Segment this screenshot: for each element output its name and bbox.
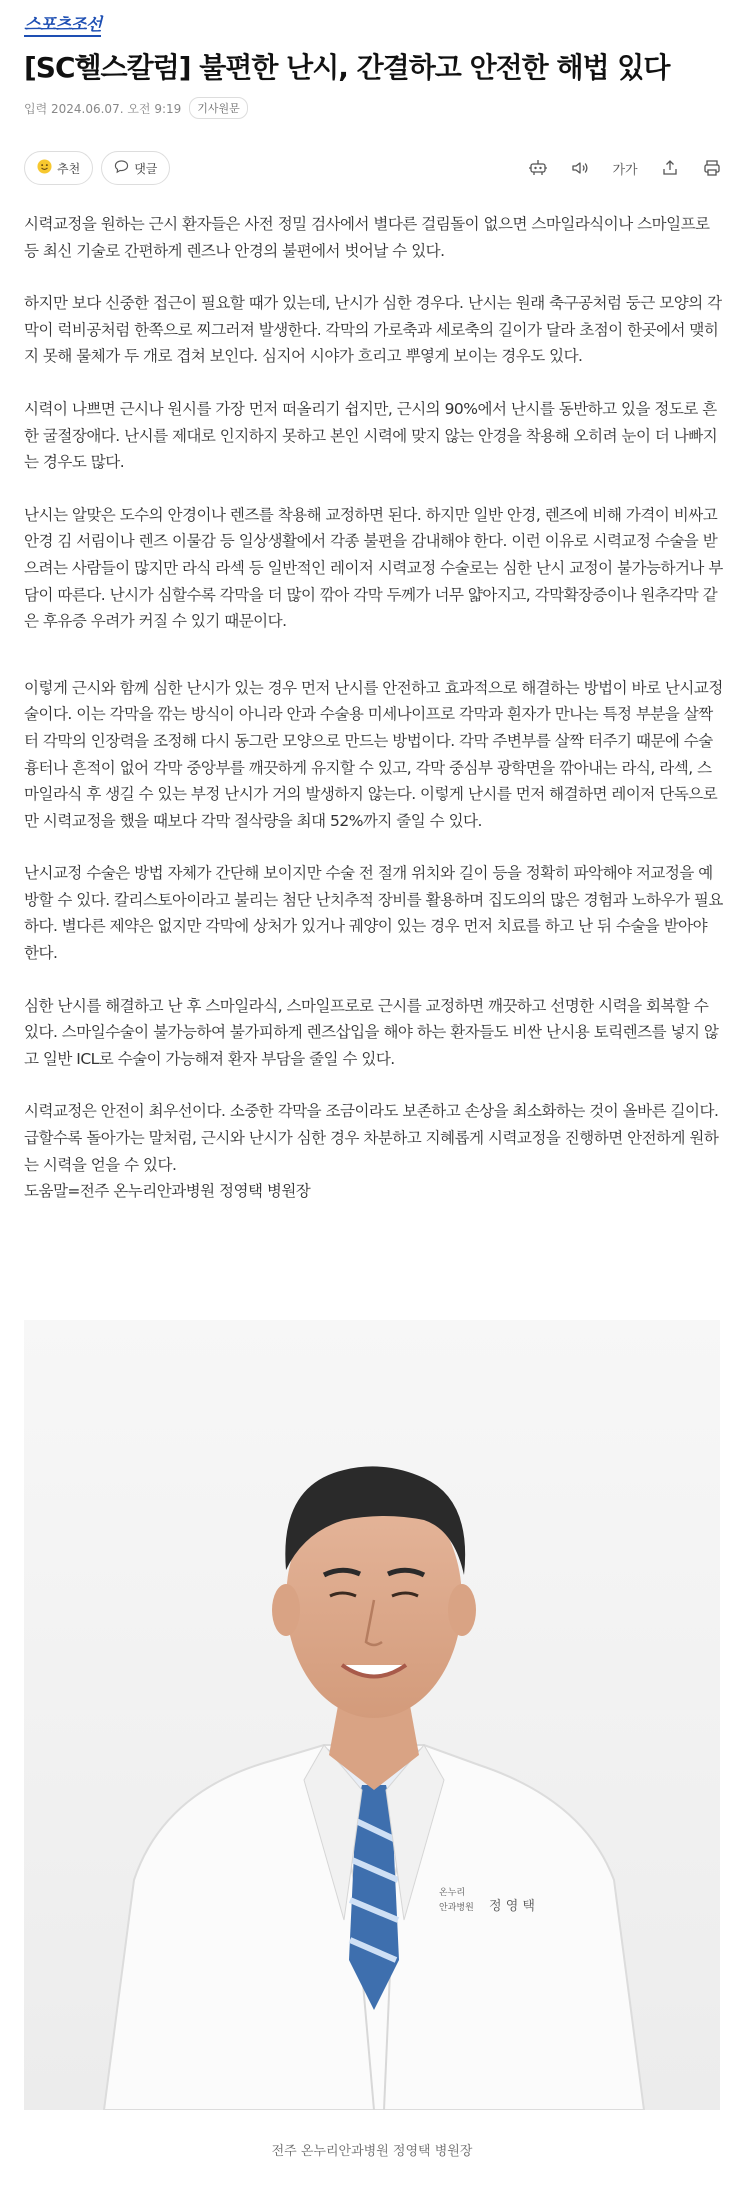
emoji-icon <box>37 159 52 177</box>
article-paragraph: 시력이 나쁘면 근시나 원시를 가장 먼저 떠올리기 쉽지만, 근시의 90%에서 난시를 동반하고 있을 정도로 흔한 굴절장애다. 난시를 제대로 인지하지 못하고 본인 시력에 맞지 않는 안경을 착용해 오히려 눈이 더 나빠지는 경우도 많다. <box>24 399 718 472</box>
article-paragraph: 이렇게 근시와 함께 심한 난시가 있는 경우 먼저 난시를 안전하고 효과적으로 해결하는 방법이 바로 난시교정술이다. 이는 각막을 깎는 방식이 아니라 안과 수술용 미세나이프로 각막과 흰자가 만나는 특정 부분을 살짝 터 각막의 인장력을 조정해 다시 동그란 모양으로 만드는 방법이다. 각막 주변부를 살짝 터주기 때문에 수술 흉터나 흔적이 없어 각막 중앙부를 깨끗하게 유지할 수 있고, 각막 중심부 광학면을 깎아내는 라식, 라섹, 스마일라식 후 생길 수 있는 부정 난시가 거의 발생하지 않는다. 이렇게 난시를 먼저 해결하면 레이저 단독으로만 시력교정을 했을 때보다 각막 절삭량을 최대 52%까지 줄일 수 있다. <box>24 678 723 830</box>
coat-embroidery-hospital: 온누리 <box>439 1888 466 1898</box>
comment-label: 댓글 <box>134 161 158 176</box>
font-size-icon[interactable]: 가가 <box>612 162 638 178</box>
article-paragraph: 난시교정 수술은 방법 자체가 간단해 보이지만 수술 전 절개 위치와 길이 등을 정확히 파악해야 저교정을 예방할 수 있다. 칼리스토아이라고 불리는 첨단 난치추적 장비를 활용하며 집도의의 많은 경험과 노하우가 필요하다. 별다른 제약은 없지만 각막에 상처가 있거나 궤양이 있는 경우 먼저 치료를 하고 난 뒤 수술을 받아야 한다. <box>24 864 723 963</box>
subscribe-icon[interactable] <box>528 158 548 178</box>
comment-icon <box>114 159 129 177</box>
article-paragraph: 시력교정을 원하는 근시 환자들은 사전 정밀 검사에서 별다른 걸림돌이 없으면 스마일라식이나 스마일프로 등 최신 기술로 간편하게 렌즈나 안경의 불편에서 벗어날 수 있다. <box>24 215 710 260</box>
article-paragraph: 심한 난시를 해결하고 난 후 스마일라식, 스마일프로로 근시를 교정하면 깨끗하고 선명한 시력을 회복할 수 있다. 스마일수술이 불가능하여 불가피하게 렌즈삽입을 해야 하는 환자들도 비싼 난시용 토릭렌즈를 넣지 않고 일반 ICL로 수술이 가능해져 환자 부담을 줄일 수 있다. <box>24 996 719 1068</box>
article-paragraph: 시력교정은 안전이 최우선이다. 소중한 각막을 조금이라도 보존하고 손상을 최소화하는 것이 올바른 길이다. 급할수록 돌아가는 말처럼, 근시와 난시가 심한 경우 차분하고 지혜롭게 시력교정을 진행하면 안전하게 원하는 시력을 얻을 수 있다. <box>24 1102 719 1174</box>
article-body <box>24 211 724 1205</box>
article-credit: 도움말=전주 온누리안과병원 정영택 병원장 <box>24 1182 311 1201</box>
article-paragraph: 난시는 알맞은 도수의 안경이나 렌즈를 착용해 교정하면 된다. 하지만 일반 안경, 렌즈에 비해 가격이 비싸고 안경 김 서림이나 렌즈 이물감 등 일상생활에서 각종 불편을 감내해야 한다. 이런 이유로 시력교정 수술을 받으려는 사람들이 많지만 라식 라섹 등 일반적인 레이저 시력교정 수술로는 심한 난시 교정이 불가능하거나 부담이 따른다. 난시가 심할수록 각막을 더 많이 깎아 각막 두께가 너무 얇아지고, 각막확장증이나 원추각막 같은 후유증 우려가 커질 수 있기 때문이다. <box>24 505 723 631</box>
recommend-label: 추천 <box>57 161 81 176</box>
photo-caption: 전주 온누리안과병원 정영택 병원장 <box>271 2144 473 2159</box>
article-paragraph: 하지만 보다 신중한 접근이 필요할 때가 있는데, 난시가 심한 경우다. 난시는 원래 축구공처럼 둥근 모양의 각막이 럭비공처럼 한쪽으로 찌그러져 발생한다. 각막의 가로축과 세로축의 길이가 달라 초점이 한곳에서 맺히지 못해 물체가 두 개로 겹쳐 보인다. 심지어 시야가 흐리고 뿌옇게 보이는 경우도 있다. <box>24 294 722 366</box>
press-logo[interactable]: 스포츠조선 <box>24 15 102 35</box>
print-icon[interactable] <box>702 158 722 178</box>
doctor-photo <box>24 1320 720 2110</box>
article-toolbar <box>24 150 722 186</box>
coat-embroidery-dept: 안과병원 <box>439 1903 474 1913</box>
coat-embroidery-name: 정 영 택 <box>489 1899 535 1914</box>
publish-date: 입력 2024.06.07. 오전 9:19 <box>24 101 182 116</box>
recommend-button[interactable] <box>24 151 93 185</box>
article-meta <box>24 97 248 119</box>
original-article-link[interactable]: 기사원문 <box>189 97 248 119</box>
article-headline: [SC헬스칼럼] 불편한 난시, 간결하고 안전한 해법 있다 <box>24 51 670 84</box>
share-icon[interactable] <box>660 158 680 178</box>
comment-button[interactable] <box>101 151 170 185</box>
audio-icon[interactable] <box>570 158 590 178</box>
